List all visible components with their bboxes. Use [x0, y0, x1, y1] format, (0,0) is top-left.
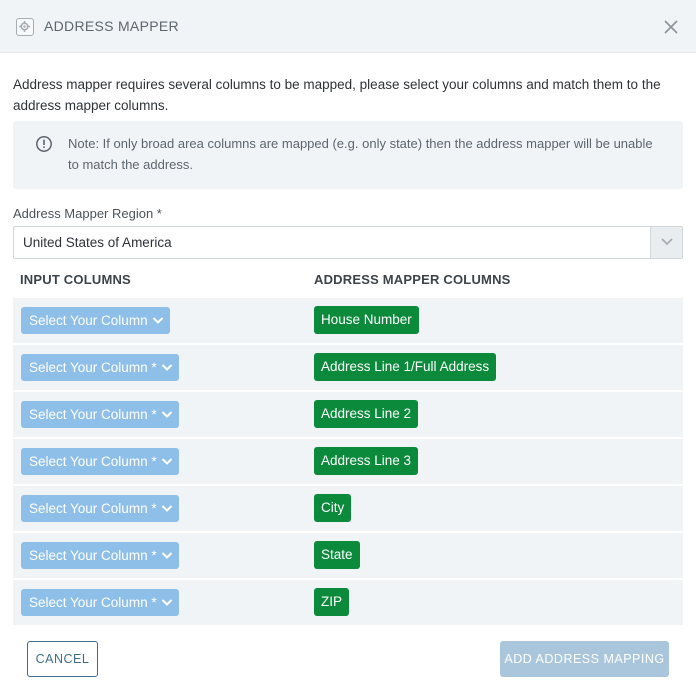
cancel-button[interactable]: CANCEL: [27, 641, 98, 677]
intro-text: Address mapper requires several columns to be mapped, please select your columns and match them to the address mapper columns.: [13, 77, 661, 113]
mapping-list: [13, 298, 683, 627]
dialog-header: [0, 0, 696, 53]
mapping-row: [13, 486, 683, 531]
region-value: United States of America: [23, 235, 172, 250]
chevron-down-icon: [152, 316, 164, 325]
select-column-button[interactable]: Select Your Column *: [21, 354, 179, 381]
mapping-row: [13, 392, 683, 437]
note-text: Note: If only broad area columns are mapped (e.g. only state) then the address mapper will be unable to match the address.: [68, 136, 653, 172]
mapper-column-tag: City: [314, 494, 351, 522]
mapping-row: [13, 345, 683, 390]
chevron-down-icon: [161, 504, 173, 513]
chevron-down-icon[interactable]: [650, 227, 682, 258]
select-column-button[interactable]: Select Your Column: [21, 307, 170, 334]
region-select[interactable]: [13, 226, 683, 259]
chevron-down-icon: [161, 598, 173, 607]
gear-icon: [16, 18, 34, 36]
select-column-button[interactable]: Select Your Column *: [21, 542, 179, 569]
select-column-button[interactable]: Select Your Column *: [21, 589, 179, 616]
info-icon: [35, 135, 53, 153]
region-label: Address Mapper Region *: [13, 206, 162, 221]
mapper-column-tag: ZIP: [314, 588, 349, 616]
mapper-column-tag: Address Line 2: [314, 400, 418, 428]
mapping-row: [13, 439, 683, 484]
add-address-mapping-button[interactable]: ADD ADDRESS MAPPING: [500, 641, 669, 677]
mapping-row: [13, 533, 683, 578]
dialog-title: ADDRESS MAPPER: [44, 18, 179, 34]
note-box: [13, 121, 683, 189]
select-column-button[interactable]: Select Your Column *: [21, 448, 179, 475]
mapper-column-tag: Address Line 1/Full Address: [314, 353, 496, 381]
chevron-down-icon: [161, 457, 173, 466]
close-icon[interactable]: [662, 18, 680, 36]
mapping-row: [13, 298, 683, 343]
mapper-column-tag: House Number: [314, 306, 419, 334]
mapper-column-tag: Address Line 3: [314, 447, 418, 475]
input-columns-header: INPUT COLUMNS: [20, 272, 131, 287]
mapping-row: [13, 580, 683, 625]
select-column-button[interactable]: Select Your Column *: [21, 495, 179, 522]
chevron-down-icon: [161, 551, 173, 560]
chevron-down-icon: [161, 410, 173, 419]
mapper-column-tag: State: [314, 541, 360, 569]
mapper-columns-header: ADDRESS MAPPER COLUMNS: [314, 272, 511, 287]
select-column-button[interactable]: Select Your Column *: [21, 401, 179, 428]
chevron-down-icon: [161, 363, 173, 372]
